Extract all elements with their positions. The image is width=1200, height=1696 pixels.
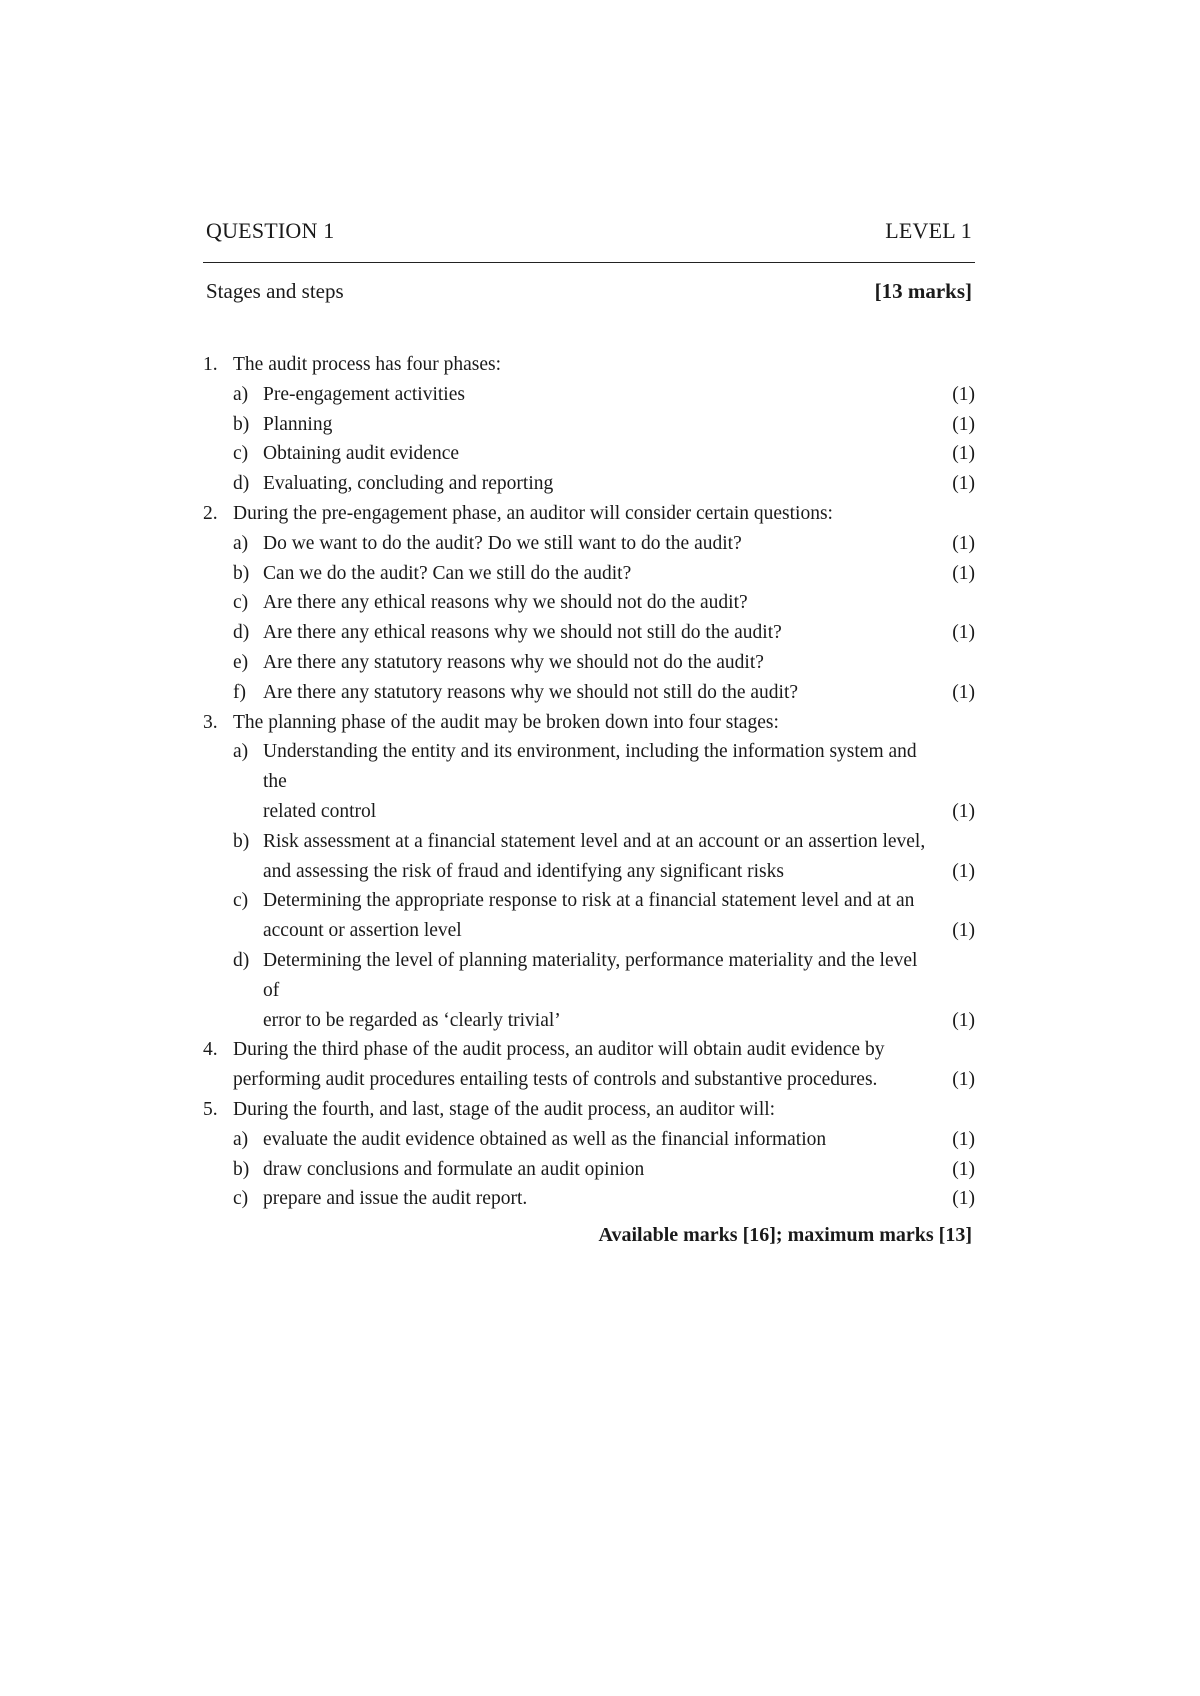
sub-item-mark: (1) — [952, 473, 975, 495]
sub-item-mark: (1) — [952, 1188, 975, 1210]
sub-item-letter: c) — [233, 443, 249, 465]
list-item — [203, 1095, 975, 1125]
item-text: The planning phase of the audit may be broken down into four stages: — [233, 711, 779, 733]
sub-item-mark: (1) — [952, 1128, 975, 1150]
sub-item — [203, 916, 975, 946]
sub-item-text: draw conclusions and formulate an audit opinion — [263, 1158, 645, 1180]
sub-item-letter: c) — [233, 592, 249, 614]
sub-item — [203, 737, 975, 797]
sub-item-text: Determining the appropriate response to risk at a financial statement level and at an — [263, 890, 915, 912]
sub-item-letter: b) — [233, 413, 250, 435]
sub-item-mark: (1) — [952, 622, 975, 644]
header-divider — [203, 262, 975, 263]
item-mark: (1) — [952, 1069, 975, 1091]
item-text: During the fourth, and last, stage of the audit process, an auditor will: — [233, 1098, 776, 1120]
sub-item-mark: (1) — [952, 920, 975, 942]
sub-item-text: related control — [263, 800, 377, 822]
sub-item-letter: c) — [233, 890, 249, 912]
sub-item-mark: (1) — [952, 443, 975, 465]
sub-item-letter: d) — [233, 622, 250, 644]
sub-item — [203, 648, 975, 678]
question-subheader — [203, 279, 975, 304]
item-number: 5. — [203, 1098, 218, 1120]
sub-item-letter: b) — [233, 562, 250, 584]
sub-item — [203, 469, 975, 499]
item-number: 2. — [203, 502, 218, 524]
list-item — [203, 350, 975, 380]
sub-item-text: Evaluating, concluding and reporting — [263, 473, 554, 495]
sub-item-text: and assessing the risk of fraud and identifying any significant risks — [263, 860, 784, 882]
sub-item-text: Risk assessment at a financial statement level and at an account or an assertion level, — [263, 830, 926, 852]
sub-item-letter: e) — [233, 651, 249, 673]
sub-item-letter: d) — [233, 473, 250, 495]
sub-item-text: Pre-engagement activities — [263, 383, 465, 405]
question-level: LEVEL 1 — [885, 218, 972, 243]
question-header — [203, 218, 975, 244]
sub-item — [203, 380, 975, 410]
list-item — [203, 1035, 975, 1065]
sub-item-text: prepare and issue the audit report. — [263, 1188, 528, 1210]
sub-item — [203, 886, 975, 916]
sub-item-letter: f) — [233, 681, 246, 703]
sub-item — [203, 827, 975, 857]
sub-item-text: Are there any statutory reasons why we should not still do the audit? — [263, 681, 799, 703]
sub-item — [203, 529, 975, 559]
sub-item — [203, 678, 975, 708]
sub-item — [203, 1006, 975, 1036]
list-item — [203, 1065, 975, 1095]
sub-item — [203, 857, 975, 887]
sub-item-text: evaluate the audit evidence obtained as well as the financial information — [263, 1128, 827, 1150]
sub-item — [203, 797, 975, 827]
sub-item-text: Can we do the audit? Can we still do the audit? — [263, 562, 632, 584]
sub-item — [203, 1155, 975, 1185]
sub-item — [203, 559, 975, 589]
sub-item-mark: (1) — [952, 413, 975, 435]
sub-item-mark: (1) — [952, 800, 975, 822]
sub-item-text: Do we want to do the audit? Do we still want to do the audit? — [263, 532, 742, 554]
sub-item-text: error to be regarded as ‘clearly trivial’ — [263, 1009, 561, 1031]
question-topic: Stages and steps — [206, 279, 344, 303]
question-number: QUESTION 1 — [206, 218, 335, 243]
item-number: 3. — [203, 711, 218, 733]
sub-item-letter: a) — [233, 1128, 249, 1150]
sub-item — [203, 946, 975, 1006]
item-text: During the third phase of the audit process, an auditor will obtain audit evidence by — [233, 1039, 885, 1061]
item-text: During the pre-engagement phase, an auditor will consider certain questions: — [233, 502, 833, 524]
sub-item-text: Are there any ethical reasons why we should not do the audit? — [263, 592, 748, 614]
item-text: performing audit procedures entailing tests of controls and substantive procedures. — [233, 1069, 878, 1091]
sub-item-mark: (1) — [952, 532, 975, 554]
item-number: 4. — [203, 1039, 218, 1061]
sub-item-letter: b) — [233, 1158, 250, 1180]
sub-item-text: Obtaining audit evidence — [263, 443, 460, 465]
sub-item — [203, 618, 975, 648]
sub-item — [203, 1184, 975, 1214]
answer-list — [203, 350, 975, 1214]
sub-item — [203, 588, 975, 618]
sub-item — [203, 439, 975, 469]
list-item — [203, 708, 975, 738]
marks-summary: Available marks [16]; maximum marks [13] — [598, 1224, 972, 1247]
sub-item-mark: (1) — [952, 562, 975, 584]
question-page — [203, 218, 975, 1247]
sub-item-text: account or assertion level — [263, 920, 462, 942]
sub-item — [203, 1125, 975, 1155]
sub-item-text: Planning — [263, 413, 333, 435]
sub-item-text: Are there any ethical reasons why we should not still do the audit? — [263, 622, 782, 644]
question-total-marks: [13 marks] — [874, 279, 972, 303]
sub-item-letter: b) — [233, 830, 250, 852]
sub-item-text: Are there any statutory reasons why we should not do the audit? — [263, 651, 764, 673]
sub-item-mark: (1) — [952, 383, 975, 405]
item-text: The audit process has four phases: — [233, 354, 502, 375]
sub-item-mark: (1) — [952, 681, 975, 703]
sub-item-letter: a) — [233, 532, 249, 554]
sub-item-letter: a) — [233, 383, 249, 405]
sub-item-mark: (1) — [952, 1009, 975, 1031]
sub-item-text: Understanding the entity and its environment, including the information system and the — [263, 741, 917, 793]
sub-item-letter: d) — [233, 949, 250, 971]
item-number: 1. — [203, 354, 218, 375]
sub-item-text: Determining the level of planning materiality, performance materiality and the level of — [263, 949, 918, 1001]
list-item — [203, 499, 975, 529]
sub-item-letter: c) — [233, 1188, 249, 1210]
sub-item-mark: (1) — [952, 860, 975, 882]
sub-item — [203, 410, 975, 440]
sub-item-letter: a) — [233, 741, 249, 763]
sub-item-mark: (1) — [952, 1158, 975, 1180]
